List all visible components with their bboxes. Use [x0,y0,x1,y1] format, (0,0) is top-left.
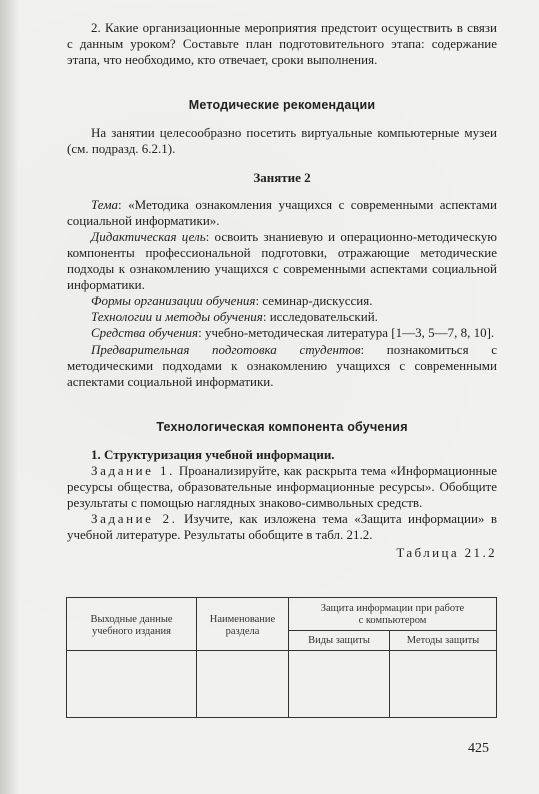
forms-text: : семинар-дискуссия. [255,293,373,309]
tech-text: : исследовательский. [262,309,378,325]
table-header-col1-line2: учебного издания [92,626,171,637]
table-header-col3 [289,603,496,627]
task-2-text: Изучите, как изложена тема «Защита информации» в учебной литературе. Результаты обобщите в табл. 21.2. [67,511,497,543]
table-header-col3-line2: с компьютером [358,615,427,626]
text-body [67,20,497,562]
prep-text: : познакомиться с методическими подходами к ознакомлению учащихся с современными аспектами социальной информатики. [67,341,497,389]
lesson-heading: Занятие 2 [253,169,311,185]
task-1-label: Задание 1. [91,462,175,478]
table-21-2 [66,597,497,718]
forms-label: Формы организации обучения [91,293,256,309]
topic-label: Тема [91,196,119,212]
page-gutter-shadow [0,0,18,794]
task-1-paragraph [67,463,497,511]
topic-text: : «Методика ознакомления учащихся с современными аспектами социальной информатики». [67,196,497,228]
table-header-col2-line1: Наименование [209,614,276,625]
method-paragraph: На занятии целесообразно посетить виртуальные компьютерные музеи (см. подразд. 6.2.1). [67,125,497,157]
goal-paragraph [67,229,497,293]
table-header-col2 [197,614,288,638]
means-text: : учебно-методическая литература [1—3, 5—7, 8, 10]. [198,325,495,341]
task-1-text: Проанализируйте, как раскрыта тема «Информационные ресурсы общества, образовательные информационные ресурсы». Обобщите результаты с помощью наглядных знаково-символьных средств. [67,462,497,511]
goal-label: Дидактическая цель [91,228,206,244]
table-caption: Таблица 21.2 [396,545,497,561]
table-subheader-methods: Методы защиты [406,635,480,646]
tech-paragraph [67,309,497,325]
means-paragraph [67,325,497,341]
prep-label: Предварительная подготовка студентов [91,341,361,357]
table-header-divider [288,630,496,631]
table-header-bottom [67,650,496,651]
goal-text: : освоить знаниевую и операционно-методическую компоненты профессиональной подготовки, отражающие методические подходы к ознакомлению учащихся с современными аспектами социальной информатики. [67,228,497,293]
method-heading: Методические рекомендации [188,98,376,113]
table-header-col1-line1: Выходные данные [90,614,173,625]
means-label: Средства обучения [91,325,199,341]
table-header-col3-line1: Защита информации при работе [320,603,465,614]
task-2-paragraph [67,511,497,543]
table-subheader-kinds: Виды защиты [308,635,370,646]
table-header-col1 [67,614,196,638]
prep-paragraph [67,342,497,390]
table-header-col2-line2: раздела [225,626,260,637]
tech-heading: Технологическая компонента обучения [156,419,408,434]
section-1-heading: 1. Структуризация учебной информации. [91,446,335,462]
question-paragraph: 2. Какие организационные мероприятия предстоит осуществить в связи с данным уроком? Составьте план подготовительного этапа: содержание этапа, что необходимо, кто отвечает, сроки выполнения. [67,20,497,68]
task-2-label: Задание 2. [91,511,178,527]
topic-paragraph [67,197,497,229]
page-number: 425 [468,741,489,756]
forms-paragraph [67,293,497,309]
tech-label: Технологии и методы обучения [91,309,263,325]
